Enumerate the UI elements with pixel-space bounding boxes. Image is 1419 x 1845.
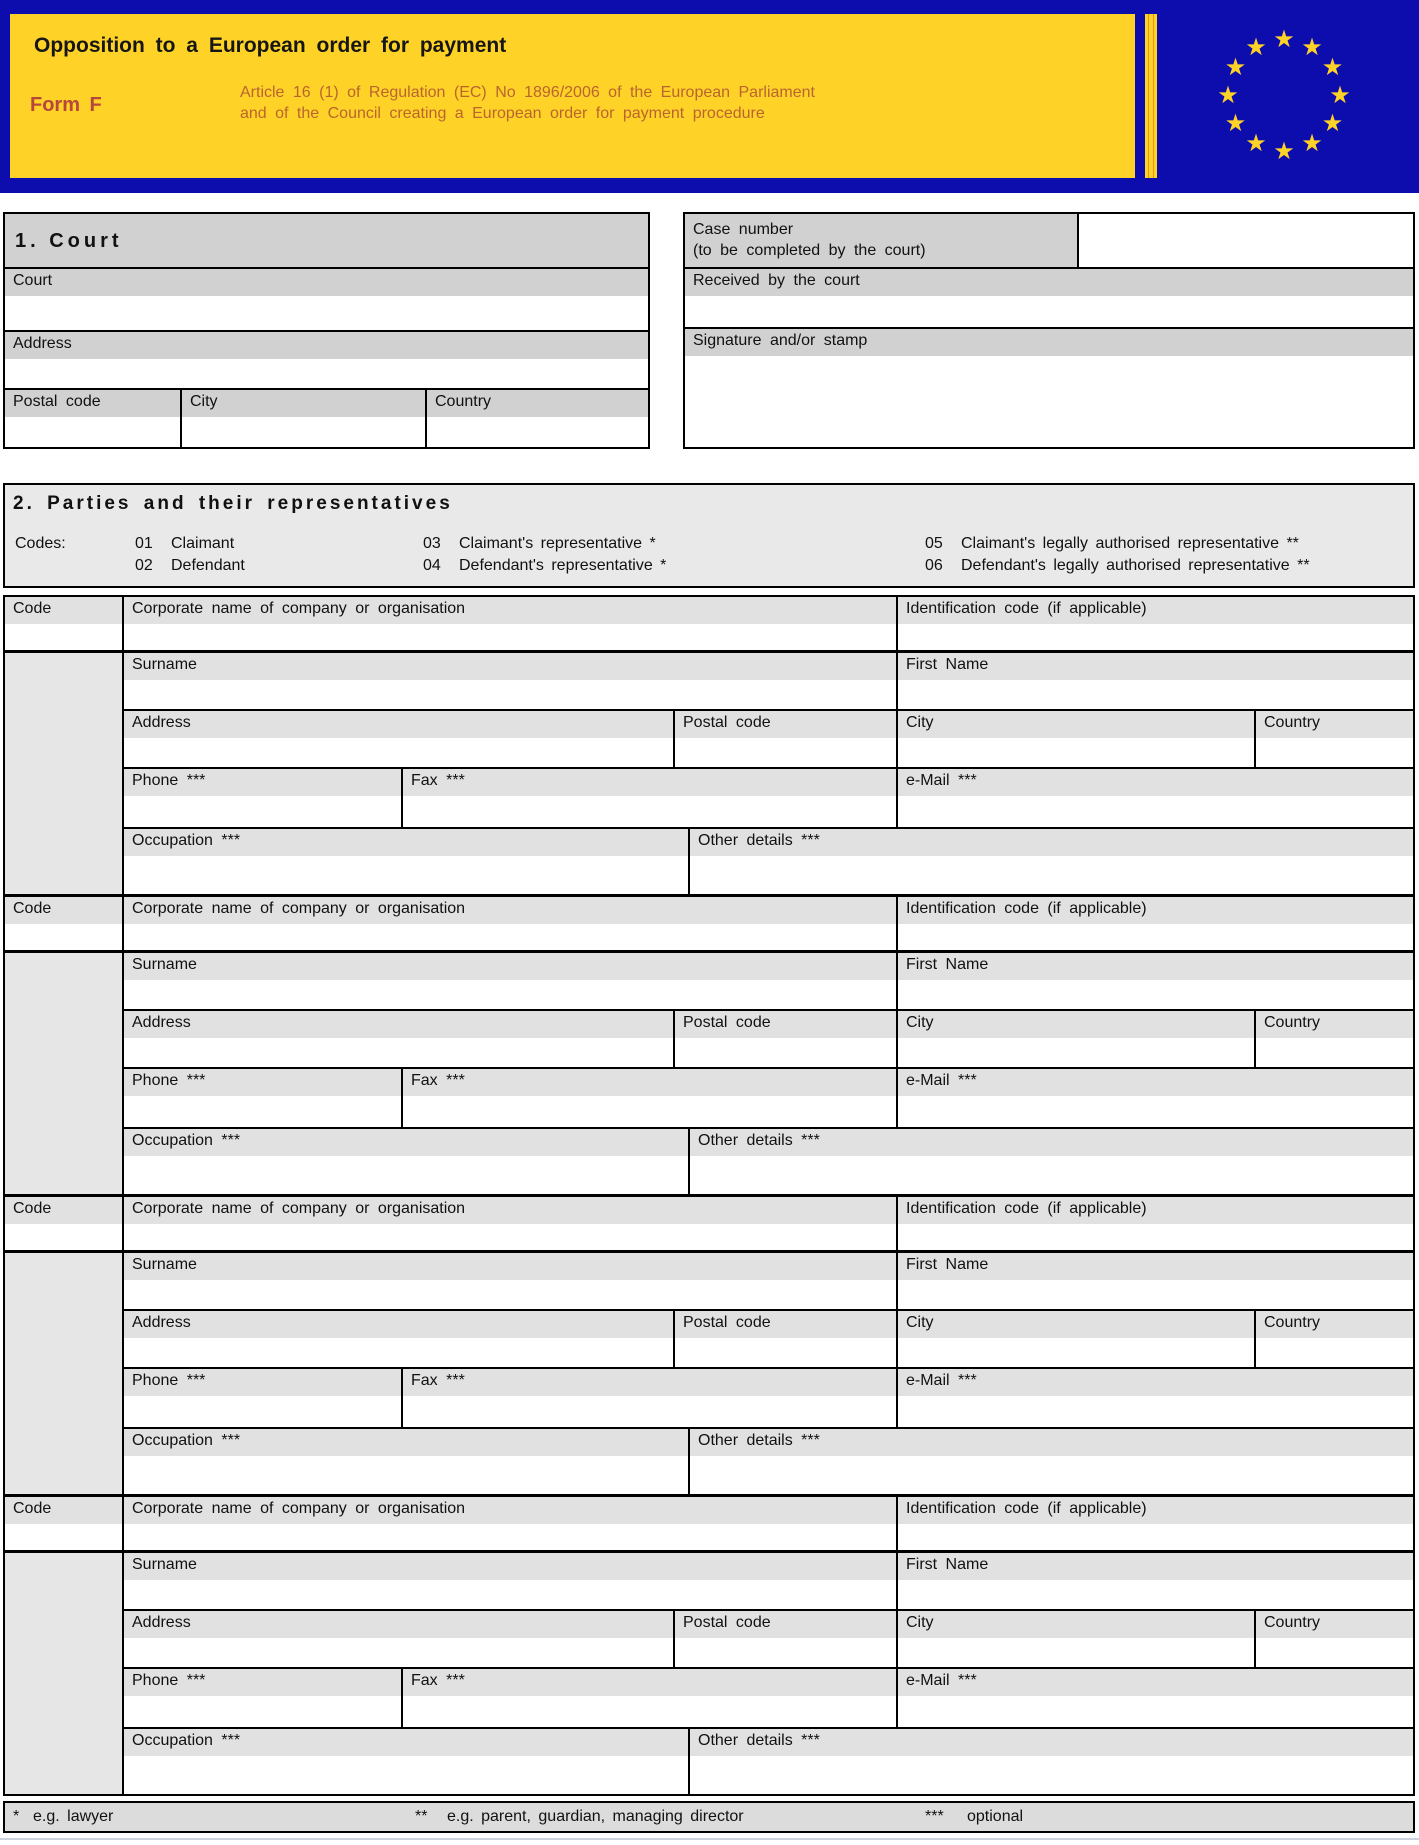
footnote-2-text: e.g. parent, guardian, managing director: [447, 1808, 744, 1825]
signature-stamp-area[interactable]: [685, 356, 1413, 447]
postal-code-label: Postal code: [5, 390, 180, 417]
eu-star-icon: ★: [1273, 25, 1295, 54]
court-input[interactable]: [5, 296, 648, 332]
identification-code-label: Identification code (if applicable): [898, 1197, 1413, 1224]
address-label: Address: [124, 1611, 673, 1638]
address-label: Address: [124, 1011, 673, 1038]
occupation-input[interactable]: [124, 1756, 688, 1794]
identification-code-label: Identification code (if applicable): [898, 597, 1413, 624]
city-label: City: [182, 390, 425, 417]
postal-code-label: Postal code: [675, 1611, 896, 1638]
code-text: Defendant: [171, 557, 245, 574]
code-text: Defendant's representative *: [459, 557, 667, 574]
eu-star-icon: ★: [1301, 129, 1323, 158]
phone-input[interactable]: [124, 796, 401, 827]
first-name-label: First Name: [898, 653, 1413, 680]
address-label: Address: [5, 332, 648, 359]
section1-heading: 1. Court: [5, 214, 648, 269]
footnotes-bar: [3, 1801, 1415, 1833]
city-label: City: [898, 1311, 1254, 1338]
other-details-label: Other details ***: [690, 829, 1413, 856]
surname-input[interactable]: [124, 1280, 896, 1309]
footnote-3-text: optional: [967, 1808, 1024, 1825]
code-text: Defendant's legally authorised representative **: [961, 557, 1310, 574]
party-block: [5, 597, 1413, 897]
country-label: Country: [1256, 1311, 1413, 1338]
identification-code-input[interactable]: [898, 1224, 1413, 1250]
email-label: e-Mail ***: [898, 1369, 1413, 1396]
code-text: Claimant's legally authorised representative **: [961, 535, 1299, 552]
country-input[interactable]: [1256, 1038, 1413, 1067]
eu-star-icon: ★: [1224, 109, 1247, 138]
eu-star-icon: ★: [1245, 32, 1267, 61]
other-details-input[interactable]: [690, 1156, 1413, 1194]
postal-code-input[interactable]: [675, 1038, 896, 1067]
surname-label: Surname: [124, 1553, 896, 1580]
section2-heading: 2. Parties and their representatives: [13, 493, 453, 514]
postal-code-input[interactable]: [5, 417, 180, 447]
surname-input[interactable]: [124, 1580, 896, 1609]
address-label: Address: [124, 711, 673, 738]
fax-input[interactable]: [403, 1696, 896, 1727]
code-entry-claimant-legal-representative: [925, 535, 1299, 553]
city-label: City: [898, 711, 1254, 738]
code-side-column: [5, 653, 124, 894]
court-label: Court: [5, 269, 648, 296]
corporate-name-input[interactable]: [124, 624, 896, 650]
code-input[interactable]: [5, 1524, 122, 1550]
code-side-column: [5, 953, 124, 1194]
article-reference-line2: and of the Council creating a European order for payment procedure: [240, 105, 765, 122]
country-input[interactable]: [1256, 1638, 1413, 1667]
code-entry-defendant-legal-representative: [925, 557, 1310, 575]
signature-stamp-label: Signature and/or stamp: [685, 329, 1413, 356]
code-entry-defendant: [135, 557, 245, 575]
occupation-input[interactable]: [124, 1456, 688, 1494]
article-reference-line1: Article 16 (1) of Regulation (EC) No 1896/2006 of the European Parliament: [240, 84, 815, 101]
city-label: City: [898, 1611, 1254, 1638]
code-number: 01: [135, 535, 153, 552]
party-block: [5, 897, 1413, 1197]
first-name-input[interactable]: [898, 1280, 1413, 1309]
surname-label: Surname: [124, 953, 896, 980]
footnote-1-text: e.g. lawyer: [33, 1808, 114, 1825]
other-details-input[interactable]: [690, 1756, 1413, 1794]
eu-star-icon: ★: [1301, 32, 1323, 61]
email-label: e-Mail ***: [898, 1669, 1413, 1696]
surname-label: Surname: [124, 1253, 896, 1280]
corporate-name-label: Corporate name of company or organisation: [124, 1497, 896, 1524]
code-number: 04: [423, 557, 441, 574]
surname-input[interactable]: [124, 980, 896, 1009]
fax-label: Fax ***: [403, 1369, 896, 1396]
article-reference: [240, 82, 815, 124]
postal-code-label: Postal code: [675, 1311, 896, 1338]
eu-flag: [1157, 14, 1411, 178]
address-input[interactable]: [124, 1338, 673, 1367]
city-label: City: [898, 1011, 1254, 1038]
other-details-label: Other details ***: [690, 1729, 1413, 1756]
city-input[interactable]: [182, 417, 425, 447]
identification-code-label: Identification code (if applicable): [898, 897, 1413, 924]
code-input[interactable]: [5, 1224, 122, 1250]
first-name-input[interactable]: [898, 680, 1413, 709]
fax-input[interactable]: [403, 1396, 896, 1427]
code-label: Code: [5, 597, 122, 624]
phone-input[interactable]: [124, 1396, 401, 1427]
postal-code-input[interactable]: [675, 1338, 896, 1367]
footnote-2-mark: **: [415, 1808, 428, 1825]
email-input[interactable]: [898, 796, 1413, 827]
corporate-name-label: Corporate name of company or organisation: [124, 897, 896, 924]
received-by-court-label: Received by the court: [685, 269, 1413, 296]
footnote-3-mark: ***: [925, 1808, 944, 1825]
code-label: Code: [5, 1197, 122, 1224]
identification-code-input[interactable]: [898, 924, 1413, 950]
surname-label: Surname: [124, 653, 896, 680]
occupation-input[interactable]: [124, 856, 688, 894]
eu-star-icon: ★: [1224, 53, 1247, 82]
identification-code-label: Identification code (if applicable): [898, 1497, 1413, 1524]
code-input[interactable]: [5, 624, 122, 650]
other-details-label: Other details ***: [690, 1429, 1413, 1456]
eu-star-icon: ★: [1329, 81, 1351, 110]
postal-code-label: Postal code: [675, 1011, 896, 1038]
eu-star-icon: ★: [1321, 109, 1344, 138]
code-text: Claimant: [171, 535, 235, 552]
section1-court-box: [3, 212, 650, 449]
code-label: Code: [5, 897, 122, 924]
phone-label: Phone ***: [124, 1369, 401, 1396]
codes-label: Codes:: [15, 535, 66, 552]
city-input[interactable]: [898, 1638, 1254, 1667]
address-input[interactable]: [5, 359, 648, 390]
city-input[interactable]: [898, 738, 1254, 767]
code-entry-claimant-representative: [423, 535, 656, 553]
section1-court-use-box: [683, 212, 1415, 449]
address-input[interactable]: [124, 738, 673, 767]
surname-input[interactable]: [124, 680, 896, 709]
identification-code-input[interactable]: [898, 1524, 1413, 1550]
received-by-court-input[interactable]: [685, 296, 1413, 329]
code-side-column: [5, 1253, 124, 1494]
other-details-label: Other details ***: [690, 1129, 1413, 1156]
email-label: e-Mail ***: [898, 769, 1413, 796]
code-number: 06: [925, 557, 943, 574]
identification-code-input[interactable]: [898, 624, 1413, 650]
fax-label: Fax ***: [403, 1669, 896, 1696]
address-label: Address: [124, 1311, 673, 1338]
header-banner: [0, 0, 1419, 193]
form-label: Form F: [30, 94, 102, 116]
first-name-input[interactable]: [898, 980, 1413, 1009]
section2-header-box: [3, 483, 1415, 588]
corporate-name-input[interactable]: [124, 924, 896, 950]
corporate-name-input[interactable]: [124, 1524, 896, 1550]
code-entry-claimant: [135, 535, 234, 553]
code-side-column: [5, 1553, 124, 1794]
party-block: [5, 1497, 1413, 1794]
first-name-label: First Name: [898, 953, 1413, 980]
code-number: 02: [135, 557, 153, 574]
occupation-input[interactable]: [124, 1156, 688, 1194]
fax-label: Fax ***: [403, 769, 896, 796]
email-input[interactable]: [898, 1096, 1413, 1127]
case-number-label-line2: (to be completed by the court): [693, 242, 926, 259]
fax-label: Fax ***: [403, 1069, 896, 1096]
parties-table: [3, 595, 1415, 1796]
code-label: Code: [5, 1497, 122, 1524]
postal-code-label: Postal code: [675, 711, 896, 738]
occupation-label: Occupation ***: [124, 1729, 688, 1756]
party-block: [5, 1197, 1413, 1497]
fax-input[interactable]: [403, 796, 896, 827]
phone-label: Phone ***: [124, 769, 401, 796]
country-label: Country: [1256, 1011, 1413, 1038]
code-text: Claimant's representative *: [459, 535, 656, 552]
code-entry-defendant-representative: [423, 557, 666, 575]
header-yellow-box: [10, 14, 1135, 178]
eu-star-icon: ★: [1245, 129, 1267, 158]
email-label: e-Mail ***: [898, 1069, 1413, 1096]
occupation-label: Occupation ***: [124, 1429, 688, 1456]
address-input[interactable]: [124, 1038, 673, 1067]
country-label: Country: [1256, 1611, 1413, 1638]
page-edge-line: [0, 1838, 1419, 1840]
case-number-input[interactable]: [1079, 214, 1413, 267]
code-input[interactable]: [5, 924, 122, 950]
postal-code-input[interactable]: [675, 1638, 896, 1667]
first-name-input[interactable]: [898, 1580, 1413, 1609]
fax-input[interactable]: [403, 1096, 896, 1127]
country-input[interactable]: [1256, 1338, 1413, 1367]
corporate-name-label: Corporate name of company or organisation: [124, 1197, 896, 1224]
phone-label: Phone ***: [124, 1669, 401, 1696]
postal-code-input[interactable]: [675, 738, 896, 767]
footnote-1-mark: *: [13, 1808, 20, 1825]
country-label: Country: [1256, 711, 1413, 738]
other-details-input[interactable]: [690, 856, 1413, 894]
page-title: Opposition to a European order for payment: [34, 34, 507, 57]
city-input[interactable]: [898, 1338, 1254, 1367]
phone-input[interactable]: [124, 1096, 401, 1127]
city-input[interactable]: [898, 1038, 1254, 1067]
eu-star-icon: ★: [1321, 53, 1344, 82]
email-input[interactable]: [898, 1396, 1413, 1427]
country-input[interactable]: [427, 417, 648, 447]
occupation-label: Occupation ***: [124, 829, 688, 856]
corporate-name-input[interactable]: [124, 1224, 896, 1250]
header-separator-stripe: [1145, 14, 1157, 178]
case-number-label-line1: Case number: [693, 221, 794, 238]
occupation-label: Occupation ***: [124, 1129, 688, 1156]
address-input[interactable]: [124, 1638, 673, 1667]
code-number: 05: [925, 535, 943, 552]
other-details-input[interactable]: [690, 1456, 1413, 1494]
email-input[interactable]: [898, 1696, 1413, 1727]
first-name-label: First Name: [898, 1253, 1413, 1280]
case-number-label: [685, 214, 1079, 267]
phone-label: Phone ***: [124, 1069, 401, 1096]
phone-input[interactable]: [124, 1696, 401, 1727]
corporate-name-label: Corporate name of company or organisation: [124, 597, 896, 624]
country-label: Country: [427, 390, 648, 417]
code-number: 03: [423, 535, 441, 552]
country-input[interactable]: [1256, 738, 1413, 767]
eu-star-icon: ★: [1273, 137, 1295, 166]
first-name-label: First Name: [898, 1553, 1413, 1580]
eu-star-icon: ★: [1217, 81, 1239, 110]
